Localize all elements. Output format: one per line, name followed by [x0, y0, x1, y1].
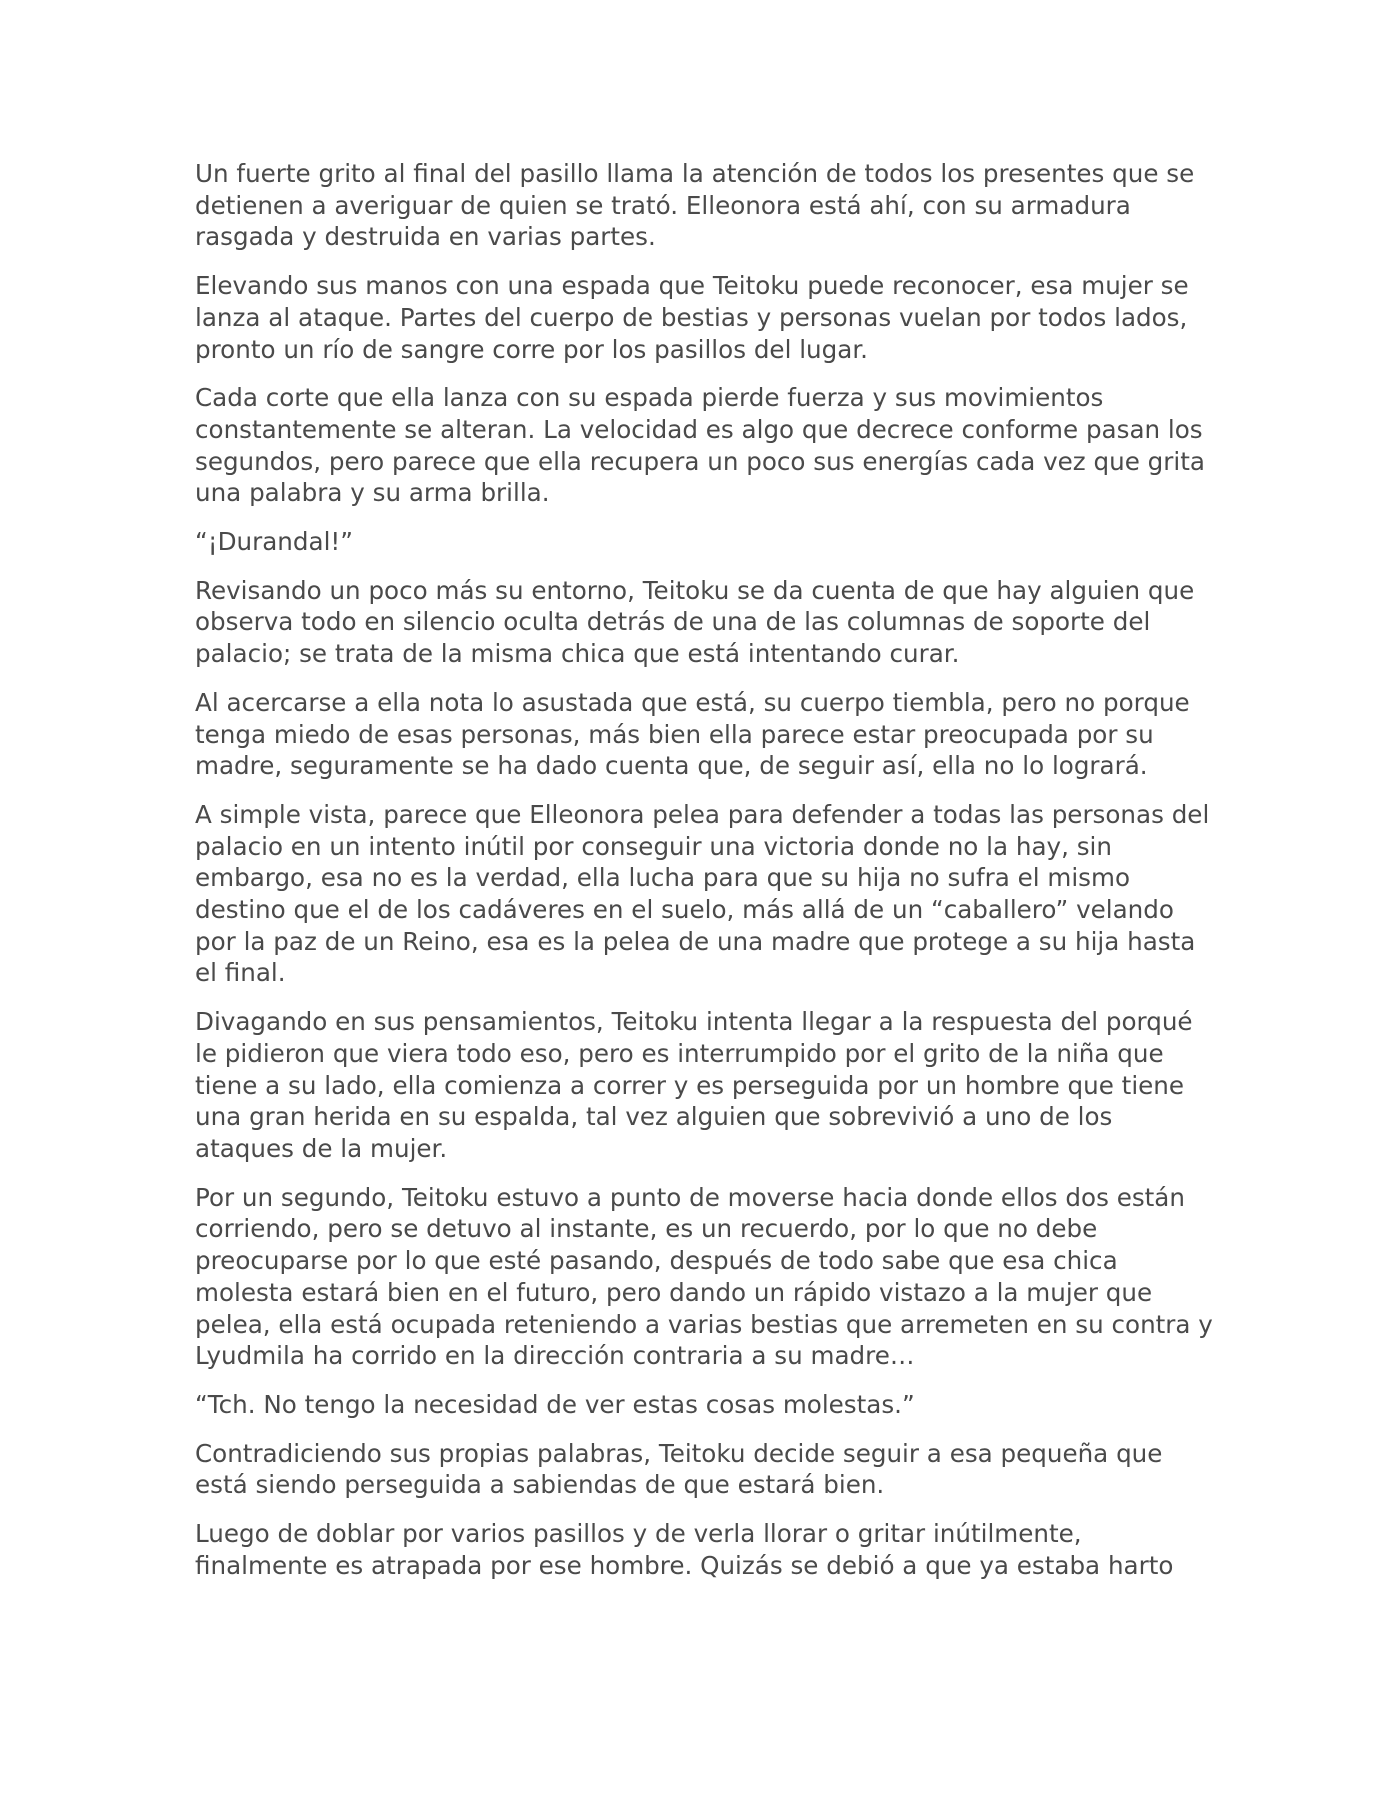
- paragraph: Al acercarse a ella nota lo asustada que está, su cuerpo tiembla, pero no porque tenga miedo de esas personas, más bien ella parece estar preocupada por su madre, seguramente se ha dado cuenta que, de seguir así, ella no lo logrará.: [195, 687, 1190, 781]
- dialogue-line: “¡Durandal!”: [195, 527, 354, 557]
- paragraph: Cada corte que ella lanza con su espada pierde fuerza y sus movimientos constantemente se alteran. La velocidad es algo que decrece conforme pasan los segundos, pero parece que ella recupera un poco sus energías cada vez que grita una palabra y su arma brilla.: [195, 383, 1205, 508]
- paragraph: A simple vista, parece que Elleonora pelea para defender a todas las personas del palacio en un intento inútil por conseguir una victoria donde no la hay, sin embargo, esa no es la verdad, ella lucha para que su hija no sufra el mismo destino que el de los cadáveres en el suelo, más allá de un “caballero” velando por la paz de un Reino, esa es la pelea de una madre que protege a su hija hasta el final.: [195, 799, 1210, 988]
- paragraph: Por un segundo, Teitoku estuvo a punto de moverse hacia donde ellos dos están corriendo, pero se detuvo al instante, es un recuerdo, por lo que no debe preocuparse por lo que esté pasando, después de todo sabe que esa chica molesta estará bien en el futuro, pero dando un rápido vistazo a la mujer que pelea, ella está ocupada reteniendo a varias bestias que arremeten en su contra y Lyudmila ha corrido en la dirección contraria a su madre…: [195, 1182, 1213, 1371]
- dialogue-line: “Tch. No tengo la necesidad de ver estas cosas molestas.”: [195, 1389, 915, 1419]
- paragraph: Contradiciendo sus propias palabras, Teitoku decide seguir a esa pequeña que está siendo perseguida a sabiendas de que estará bien.: [195, 1438, 1163, 1500]
- paragraph: Un fuerte grito al final del pasillo llama la atención de todos los presentes que se detienen a averiguar de quien se trató. Elleonora está ahí, con su armadura rasgada y destruida en varias partes.: [195, 159, 1195, 252]
- paragraph: Revisando un poco más su entorno, Teitoku se da cuenta de que hay alguien que observa todo en silencio oculta detrás de una de las columnas de soporte del palacio; se trata de la misma chica que está intentando curar.: [195, 575, 1195, 669]
- document-body: [195, 158, 1215, 1598]
- paragraph: Divagando en sus pensamientos, Teitoku intenta llegar a la respuesta del porqué le pidieron que viera todo eso, pero es interrumpido por el grito de la niña que tiene a su lado, ella comienza a correr y es perseguida por un hombre que tiene una gran herida en su espalda, tal vez alguien que sobrevivió a uno de los ataques de la mujer.: [195, 1007, 1193, 1163]
- paragraph: Elevando sus manos con una espada que Teitoku puede reconocer, esa mujer se lanza al ataque. Partes del cuerpo de bestias y personas vuelan por todos lados, pronto un río de sangre corre por los pasillos del lugar.: [195, 271, 1189, 364]
- paragraph: Luego de doblar por varios pasillos y de verla llorar o gritar inútilmente, finalmente es atrapada por ese hombre. Quizás se debió a que ya estaba harto: [195, 1519, 1174, 1580]
